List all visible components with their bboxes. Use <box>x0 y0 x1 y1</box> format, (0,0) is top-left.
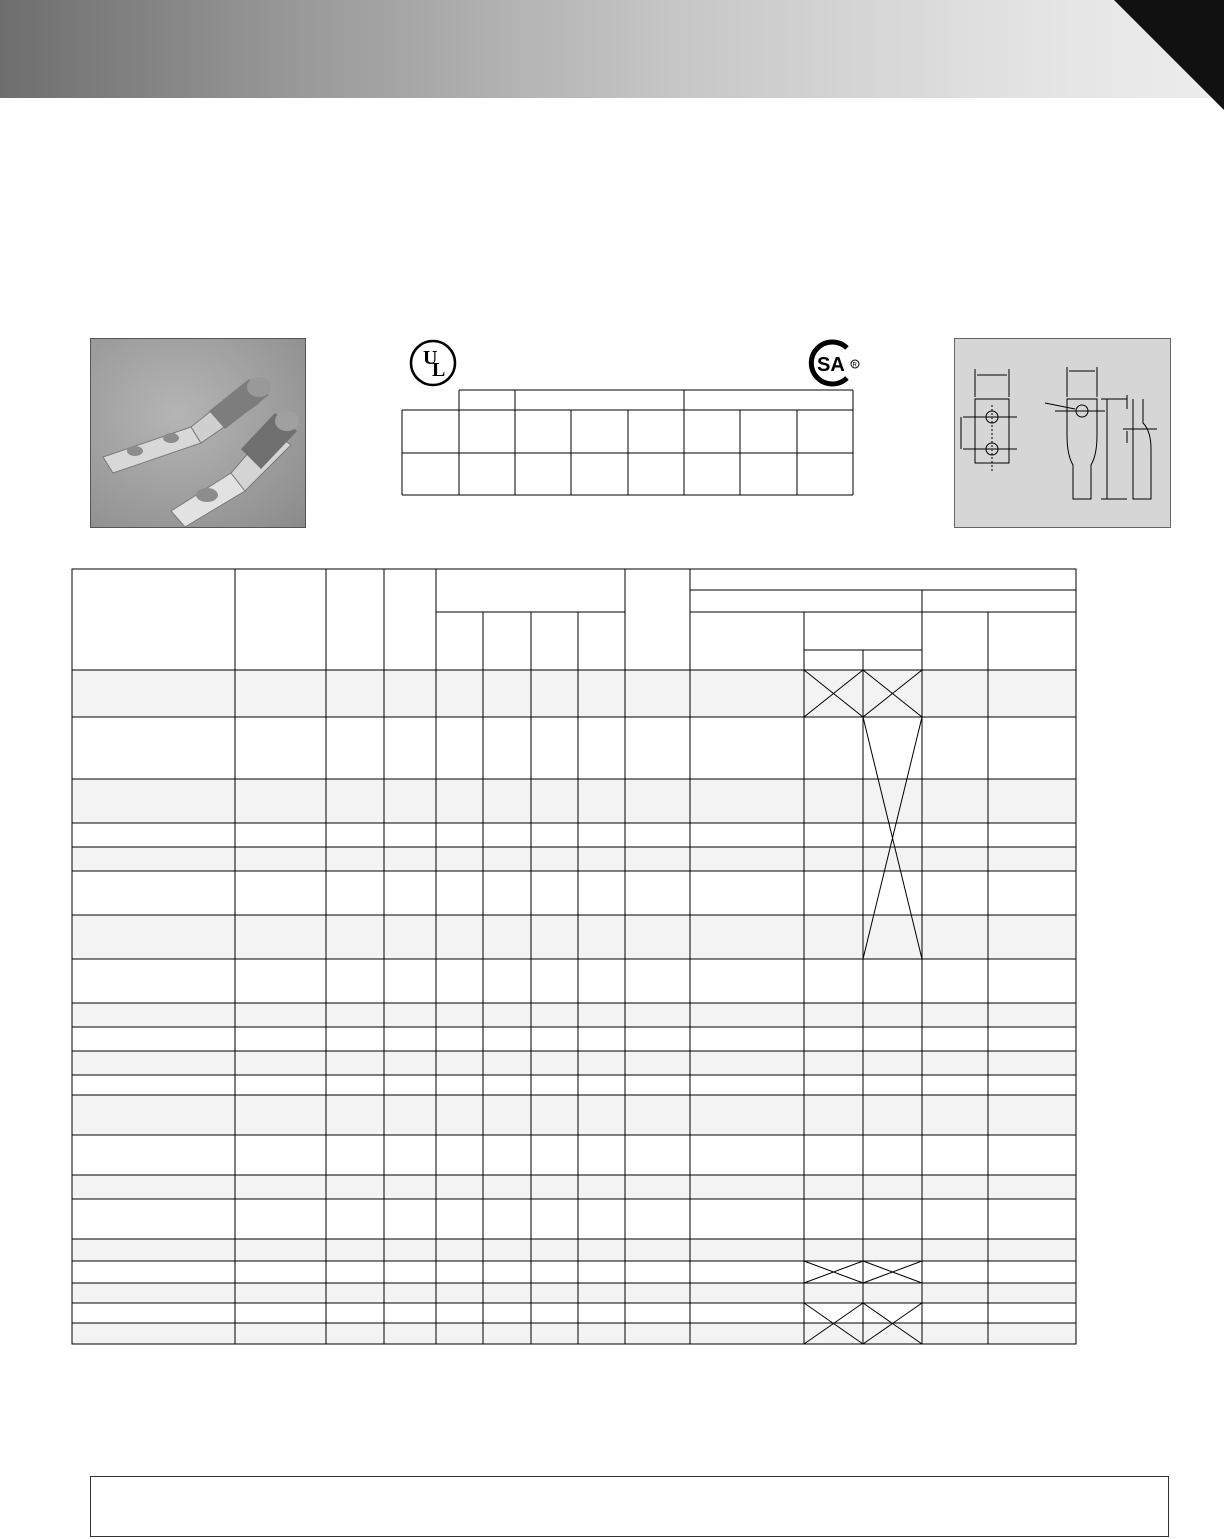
notice-box <box>90 1476 1169 1537</box>
svg-text:U: U <box>423 347 438 369</box>
svg-text:R: R <box>852 362 857 369</box>
svg-text:L: L <box>432 359 446 381</box>
svg-text:SA: SA <box>817 354 845 376</box>
